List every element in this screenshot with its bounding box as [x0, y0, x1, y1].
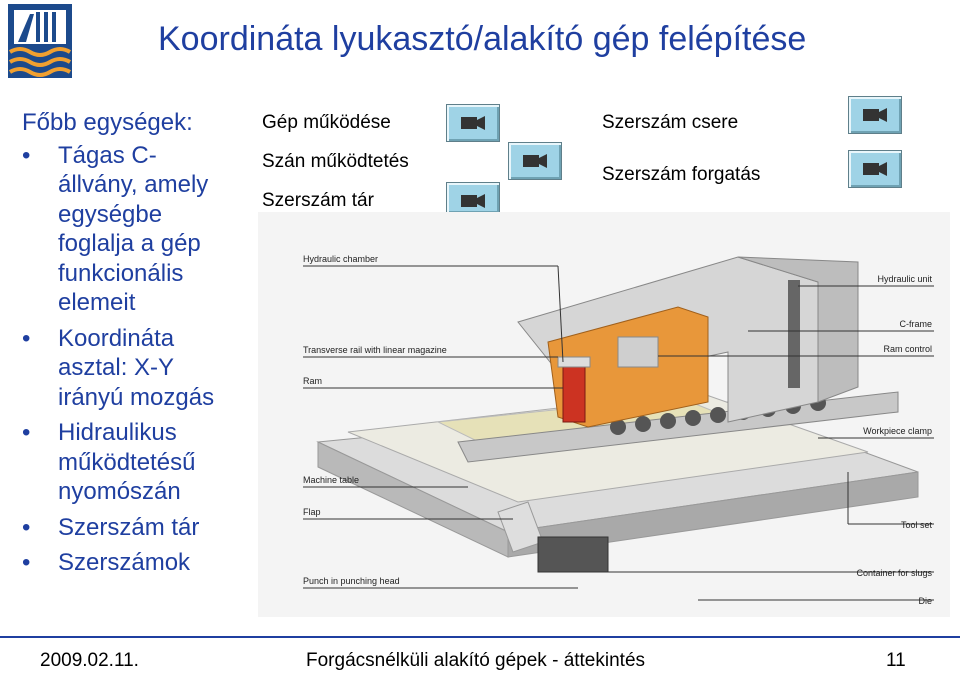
callout-workpiece-clamp: Workpiece clamp [863, 426, 932, 436]
bullet-line: Koordináta [58, 324, 175, 352]
bullet-line: Hidraulikus [58, 419, 177, 446]
list-item-c-frame [22, 141, 258, 318]
callout-ram: Ram [303, 376, 323, 386]
bullet-line: irányú mozgás [58, 383, 215, 411]
units-heading: Főbb egységek: [22, 109, 193, 136]
ram-actuation-label: Szán működtetés [262, 151, 409, 172]
machine-operation-label: Gép működése [262, 112, 391, 133]
callout-tool-set: Tool set [900, 520, 932, 530]
video-camera-icon [523, 154, 547, 168]
bullet-line: egységbe [58, 200, 163, 228]
bullet-line: elemeit [58, 289, 136, 316]
slide-title: Koordináta lyukasztó/alakító gép felépítése [158, 20, 807, 58]
video-camera-icon [863, 108, 887, 122]
list-item-tool-magazine [22, 513, 258, 543]
units-list [22, 141, 258, 578]
tool-rotation-label: Szerszám forgatás [602, 164, 761, 185]
callout-container-slugs: Container for slugs [856, 568, 932, 578]
bullet-icon: • [22, 419, 31, 446]
bullet-line: Szerszám tár [58, 513, 200, 541]
callout-hydraulic-unit: Hydraulic unit [877, 274, 932, 284]
tool-magazine-label: Szerszám tár [262, 190, 374, 211]
bullet-line: Szerszámok [58, 549, 191, 576]
callout-transverse-rail: Transverse rail with linear magazine [303, 345, 447, 355]
callout-ram-control: Ram control [883, 344, 932, 354]
tool-change-label: Szerszám csere [602, 112, 739, 133]
list-item-hydraulic-ram [22, 418, 258, 507]
bullet-line: működtetésű [58, 448, 196, 476]
bullet-line: Tágas C- [58, 141, 157, 169]
ram-actuation-video-button[interactable] [508, 142, 562, 180]
bullet-line: nyomószán [58, 478, 181, 505]
list-item-coordinate-table [22, 324, 258, 413]
footer-page-number: 11 [886, 650, 906, 671]
video-camera-icon [863, 162, 887, 176]
footer-date: 2009.02.11. [40, 650, 139, 671]
tool-rotation-video-button[interactable] [848, 150, 902, 188]
callout-flap: Flap [303, 507, 321, 517]
machine-operation-video-button[interactable] [446, 104, 500, 142]
footer-subject: Forgácsnélküli alakító gépek - áttekintés [306, 650, 646, 671]
list-item-tools [22, 548, 258, 578]
bullet-line: foglalja a gép [58, 230, 201, 257]
punching-machine-diagram [258, 212, 950, 617]
bullet-line: állvány, amely [58, 171, 209, 198]
tool-magazine-video-button[interactable] [446, 182, 500, 214]
bullet-icon: • [22, 513, 31, 541]
bullet-icon: • [22, 324, 31, 352]
units-list-panel [22, 108, 258, 584]
video-camera-icon [461, 116, 485, 130]
callout-die: Die [918, 596, 932, 606]
callout-hydraulic-chamber: Hydraulic chamber [303, 254, 379, 264]
callout-machine-table: Machine table [303, 475, 360, 485]
bullet-icon: • [22, 141, 31, 169]
callout-c-frame: C-frame [899, 319, 932, 329]
bullet-icon: • [22, 549, 31, 576]
tool-change-video-button[interactable] [848, 96, 902, 134]
bullet-line: asztal: X-Y [58, 354, 175, 381]
video-camera-icon [461, 194, 485, 208]
footer-divider [0, 636, 960, 638]
university-logo [8, 4, 72, 78]
callout-punch: Punch in punching head [303, 576, 400, 586]
bullet-line: funkcionális [58, 259, 184, 287]
